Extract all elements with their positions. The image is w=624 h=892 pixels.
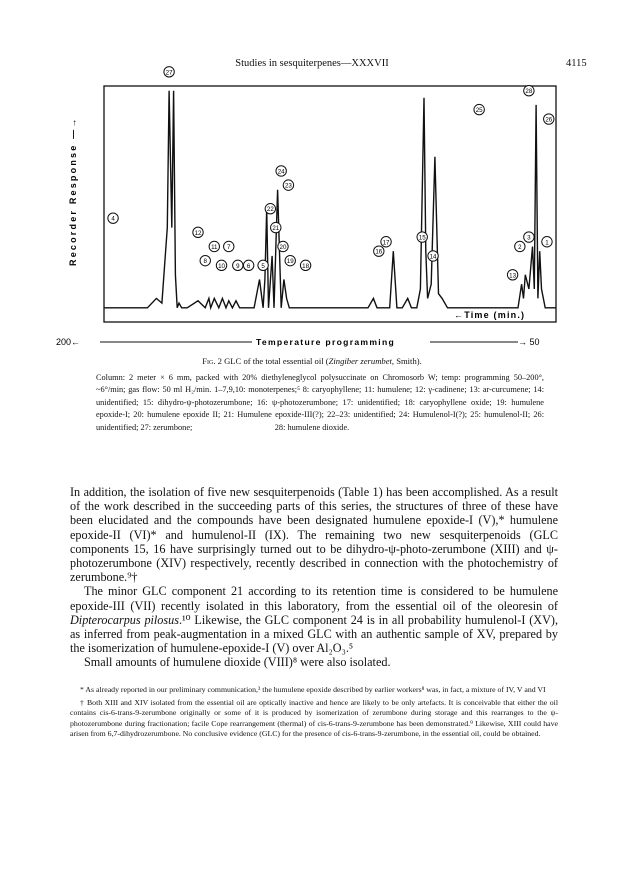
figure-caption-last-line: 28: humulene dioxide. xyxy=(274,423,350,432)
peak-label: 19 xyxy=(286,258,294,266)
peak-label: 9 xyxy=(236,262,240,270)
temperature-start-label: 200← xyxy=(56,337,81,347)
gc-chromatogram-figure xyxy=(56,69,556,355)
peak-label: 27 xyxy=(165,69,173,77)
peak-label: 17 xyxy=(382,239,390,247)
running-header: Studies in sesquiterpenes—XXXVII xyxy=(235,58,389,69)
paragraph-3: Small amounts of humulene dioxide (VIII)⁸ were also isolated. xyxy=(84,655,391,670)
peak-label: 21 xyxy=(272,225,280,233)
peak-label: 24 xyxy=(277,168,285,176)
paragraph-2 xyxy=(70,584,558,655)
peak-label: 10 xyxy=(218,262,225,270)
peak-label: 13 xyxy=(509,272,517,280)
peak-label: 3 xyxy=(527,234,531,242)
caption-species: Zingiber zerumbet xyxy=(328,356,392,366)
caption-title-post: , Smith). xyxy=(391,356,422,366)
peak-label: 5 xyxy=(261,262,265,270)
peak-label: 14 xyxy=(429,253,437,261)
peak-label: 26 xyxy=(545,116,553,124)
peak-label: 6 xyxy=(246,262,251,270)
peak-label: 18 xyxy=(302,262,310,270)
peak-label: 11 xyxy=(211,243,218,251)
page-number: 4115 xyxy=(566,58,587,69)
paragraph-2-species: Dipterocarpus pilosus xyxy=(70,612,179,627)
peak-label: 23 xyxy=(284,182,292,190)
paragraph-1: In addition, the isolation of five new sesquiterpenoids (Table 1) has been accomplished. As a result of the work described in the succeeding parts of this series, the structures of three of these have been elucidated and the compounds have been designated humulene epoxide-I (V),* humulene epoxide-II (VI)* and humulenol-II (IX). The remaining two new sesquiterpenoids (GLC components 15, 16 have surprisingly turned out to be dihydro-ψ-photo-zerumbone (XIII) and ψ-photozerumbone (XIV) respectively, recently described in connection with the photochemistry of zerumbone.⁹† xyxy=(70,485,558,585)
peak-label: 4 xyxy=(111,215,115,223)
paragraph-2-post: .¹⁰ Likewise, the GLC component 24 is in all probability humulenol-I (XV), as inferred from peak-augmentation in a mixed GLC with an authentic sample of XV, prepared by the isomerization of humulene-epoxide-I (V) over Al₂O₃.⁵ xyxy=(70,612,558,656)
figure-caption-body: Column: 2 meter × 6 mm, packed with 20% diethyleneglycol polysuccinate on Chromosorb W; temp: programming 50–200°, ~6°/min; gas flow: 50 ml H₂/min. 1–7,9,10: monoterpenes;⁵ 8: caryophyllene; 11: humulene; 12: γ-cadinene; 13: ar-curcumene; 14: unidentified; 15: dihydro-ψ-photozerumbone; 16: ψ-photozerumbone; 17: unidentified; 18: caryophyllene oxide; 19: humulene epoxide-I; 20: humulene epoxide II; 21: Humulene epoxide-III(?); 22–23: unidentified; 24: Humulenol-I(?); 25: humulenol-II; 26: unidentified; 27: zerumbone; xyxy=(96,373,544,432)
peak-label: 7 xyxy=(227,243,231,251)
temperature-axis-label: Temperature programming xyxy=(256,337,396,347)
temperature-end-label: → 50 xyxy=(518,337,540,347)
peak-label: 25 xyxy=(475,107,483,115)
time-axis-label: ←Time (min.) xyxy=(454,310,526,320)
footnotes xyxy=(70,685,558,742)
peak-label: 15 xyxy=(418,234,426,242)
chromatogram-svg xyxy=(56,69,556,350)
peak-label: 20 xyxy=(279,243,287,251)
body-text xyxy=(70,485,558,670)
peak-label: 28 xyxy=(525,88,533,96)
caption-title-pre: GLC of the total essential oil ( xyxy=(221,356,329,366)
peak-label: 8 xyxy=(203,258,207,266)
paragraph-2-pre: The minor GLC component 21 according to its retention time is considered to be humulene epoxide-III (VII) recently isolated in this laboratory, from the essential oil of the oleoresin of xyxy=(70,584,558,613)
footnote-2: † Both XIII and XIV isolated from the essential oil are optically inactive and hence are likely to be only artefacts. It is conceivable that either the oil contains cis-6-trans-9-zerumbone originally or some of it is produced by isomerization of zerumbone during storage and this rearranges to the ψ-photozerumbone during fractionation; facile Cope rearrangement (thermal) of cis-6-trans-9-zerumbone has been demonstrated.⁹ Likewise, XIII could have arisen from 6,7-dihydrozerumbone. No conclusive evidence (GLC) for the presence of cis-6-trans-9-zerumbone, in the essential oil, could be obtained. xyxy=(70,697,558,739)
figure-caption-title xyxy=(0,355,624,367)
figure-label: Fig. 2 xyxy=(202,356,222,366)
peak-label: 16 xyxy=(375,248,383,256)
peak-label: 2 xyxy=(518,243,522,251)
footnote-1: * As already reported in our preliminary communication,³ the humulene epoxide described by earlier workers⁸ was, in fact, a mixture of IV, V and VI xyxy=(80,685,546,694)
peak-label: 1 xyxy=(545,239,549,247)
peak-label: 12 xyxy=(194,229,202,237)
peak-label: 22 xyxy=(266,206,274,214)
y-axis-label: Recorder Response —→ xyxy=(68,116,78,266)
chromatogram-trace xyxy=(104,91,556,308)
